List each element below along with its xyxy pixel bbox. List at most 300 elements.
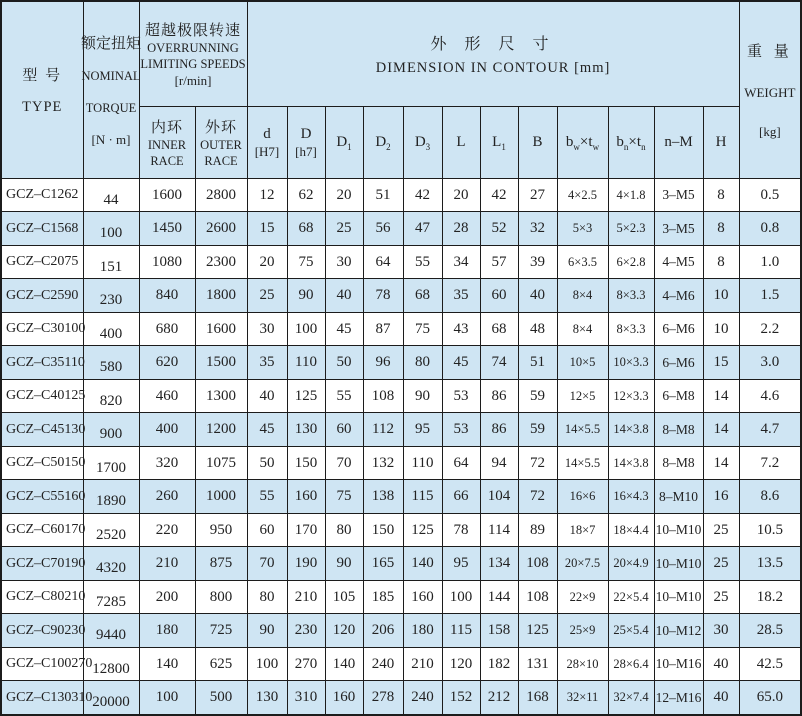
- col-header-D2: $D_2$: [363, 107, 403, 179]
- cell-bn-tn: 25×5.4: [608, 614, 654, 647]
- cell-H: 40: [703, 681, 739, 715]
- cell-D1: 120: [325, 614, 363, 647]
- cell-L: 28: [442, 212, 480, 245]
- cell-D: 190: [287, 547, 325, 580]
- dimension-label-en: DIMENSION IN CONTOUR [mm]: [375, 60, 611, 77]
- cell-type: GCZ–C80210: [1, 580, 83, 613]
- cell-D1: 70: [325, 446, 363, 479]
- cell-torque: 820: [83, 379, 139, 412]
- cell-inner-race: 260: [139, 480, 195, 513]
- cell-B: 59: [518, 379, 557, 412]
- cell-torque: 9440: [83, 614, 139, 647]
- cell-B: 32: [518, 212, 557, 245]
- cell-n-M: 4–M6: [654, 279, 703, 312]
- cell-inner-race: 400: [139, 413, 195, 446]
- cell-bn-tn: 16×4.3: [608, 480, 654, 513]
- cell-D2: 185: [363, 580, 403, 613]
- cell-D1: 25: [325, 212, 363, 245]
- cell-L1: 104: [480, 480, 518, 513]
- cell-D2: 51: [363, 179, 403, 212]
- torque-unit: [N · m]: [91, 131, 131, 147]
- cell-torque: 900: [83, 413, 139, 446]
- cell-torque: 7285: [83, 580, 139, 613]
- cell-n-M: 10–M12: [654, 614, 703, 647]
- cell-outer-race: 725: [195, 614, 247, 647]
- table-row: [1, 279, 801, 312]
- col-header-speeds: [139, 1, 247, 107]
- cell-bw-tw: 12×5: [557, 379, 608, 412]
- cell-L: 78: [442, 513, 480, 546]
- cell-n-M: 10–M16: [654, 647, 703, 680]
- cell-outer-race: 875: [195, 547, 247, 580]
- cell-B: 108: [518, 580, 557, 613]
- cell-torque: 1890: [83, 480, 139, 513]
- cell-L1: 42: [480, 179, 518, 212]
- table-row: [1, 480, 801, 513]
- outer-race-en2: RACE: [204, 154, 238, 169]
- cell-L: 45: [442, 346, 480, 379]
- cell-B: 27: [518, 179, 557, 212]
- outer-race-zh: 外环: [204, 120, 237, 137]
- cell-L1: 74: [480, 346, 518, 379]
- cell-d: 90: [247, 614, 287, 647]
- cell-weight: 3.0: [739, 346, 801, 379]
- col-header-n-M: n–M: [654, 107, 703, 179]
- cell-n-M: 6–M6: [654, 312, 703, 345]
- cell-outer-race: 1600: [195, 312, 247, 345]
- cell-weight: 13.5: [739, 547, 801, 580]
- cell-D3: 125: [403, 513, 442, 546]
- table-row: [1, 547, 801, 580]
- cell-n-M: 10–M10: [654, 547, 703, 580]
- cell-L: 34: [442, 245, 480, 278]
- cell-inner-race: 460: [139, 379, 195, 412]
- cell-bw-tw: 32×11: [557, 681, 608, 715]
- cell-H: 40: [703, 647, 739, 680]
- cell-torque: 20000: [83, 681, 139, 715]
- cell-bn-tn: 12×3.3: [608, 379, 654, 412]
- cell-weight: 65.0: [739, 681, 801, 715]
- cell-D2: 240: [363, 647, 403, 680]
- cell-type: GCZ–C70190: [1, 547, 83, 580]
- cell-H: 15: [703, 346, 739, 379]
- cell-B: 125: [518, 614, 557, 647]
- cell-L1: 134: [480, 547, 518, 580]
- cell-H: 10: [703, 312, 739, 345]
- cell-n-M: 6–M6: [654, 346, 703, 379]
- cell-D2: 64: [363, 245, 403, 278]
- cell-inner-race: 1080: [139, 245, 195, 278]
- cell-D2: 108: [363, 379, 403, 412]
- cell-B: 51: [518, 346, 557, 379]
- cell-H: 25: [703, 513, 739, 546]
- cell-bw-tw: 10×5: [557, 346, 608, 379]
- cell-B: 39: [518, 245, 557, 278]
- cell-weight: 10.5: [739, 513, 801, 546]
- cell-weight: 4.6: [739, 379, 801, 412]
- cell-L: 53: [442, 379, 480, 412]
- cell-type: GCZ–C130310: [1, 681, 83, 715]
- cell-bw-tw: 8×4: [557, 279, 608, 312]
- cell-inner-race: 140: [139, 647, 195, 680]
- cell-L1: 60: [480, 279, 518, 312]
- col-header-H: H: [703, 107, 739, 179]
- cell-H: 8: [703, 245, 739, 278]
- col-header-L: L: [442, 107, 480, 179]
- cell-B: 72: [518, 480, 557, 513]
- cell-weight: 0.8: [739, 212, 801, 245]
- cell-D3: 240: [403, 681, 442, 715]
- cell-H: 25: [703, 547, 739, 580]
- cell-n-M: 12–M16: [654, 681, 703, 715]
- cell-D2: 132: [363, 446, 403, 479]
- cell-L1: 158: [480, 614, 518, 647]
- cell-n-M: 8–M10: [654, 480, 703, 513]
- cell-type: GCZ–C40125: [1, 379, 83, 412]
- outer-race-en1: OUTER: [200, 138, 242, 153]
- cell-D3: 68: [403, 279, 442, 312]
- cell-B: 72: [518, 446, 557, 479]
- dimension-label-zh: 外 形 尺 寸: [430, 36, 556, 54]
- table-row: [1, 446, 801, 479]
- cell-type: GCZ–C2590: [1, 279, 83, 312]
- cell-D1: 45: [325, 312, 363, 345]
- cell-type: GCZ–C2075: [1, 245, 83, 278]
- cell-type: GCZ–C60170: [1, 513, 83, 546]
- cell-D1: 20: [325, 179, 363, 212]
- col-header-bn-tn: $b_n\times t_n$: [608, 107, 654, 179]
- cell-H: 10: [703, 279, 739, 312]
- cell-d: 12: [247, 179, 287, 212]
- cell-outer-race: 1075: [195, 446, 247, 479]
- cell-d: 55: [247, 480, 287, 513]
- cell-L1: 86: [480, 379, 518, 412]
- cell-inner-race: 210: [139, 547, 195, 580]
- cell-L: 66: [442, 480, 480, 513]
- cell-L1: 57: [480, 245, 518, 278]
- cell-torque: 400: [83, 312, 139, 345]
- cell-H: 14: [703, 379, 739, 412]
- cell-D3: 210: [403, 647, 442, 680]
- cell-torque: 2520: [83, 513, 139, 546]
- cell-D2: 87: [363, 312, 403, 345]
- cell-L: 115: [442, 614, 480, 647]
- cell-B: 108: [518, 547, 557, 580]
- cell-n-M: 8–M8: [654, 413, 703, 446]
- cell-torque: 44: [83, 179, 139, 212]
- cell-bn-tn: 8×3.3: [608, 279, 654, 312]
- cell-torque: 151: [83, 245, 139, 278]
- cell-D1: 50: [325, 346, 363, 379]
- table-row: [1, 379, 801, 412]
- cell-bw-tw: 16×6: [557, 480, 608, 513]
- cell-torque: 12800: [83, 647, 139, 680]
- cell-B: 131: [518, 647, 557, 680]
- cell-bn-tn: 6×2.8: [608, 245, 654, 278]
- col-header-dimension: [247, 1, 739, 107]
- cell-type: GCZ–C55160: [1, 480, 83, 513]
- cell-bw-tw: 22×9: [557, 580, 608, 613]
- table-row: [1, 245, 801, 278]
- col-header-D1: $D_1$: [325, 107, 363, 179]
- cell-outer-race: 2600: [195, 212, 247, 245]
- cell-inner-race: 100: [139, 681, 195, 715]
- cell-H: 8: [703, 179, 739, 212]
- cell-D1: 80: [325, 513, 363, 546]
- cell-bw-tw: 20×7.5: [557, 547, 608, 580]
- cell-n-M: 10–M10: [654, 513, 703, 546]
- table-row: [1, 179, 801, 212]
- cell-weight: 8.6: [739, 480, 801, 513]
- cell-bn-tn: 4×1.8: [608, 179, 654, 212]
- cell-D3: 55: [403, 245, 442, 278]
- torque-label-en2: TORQUE: [85, 100, 137, 115]
- cell-d: 35: [247, 346, 287, 379]
- cell-L1: 52: [480, 212, 518, 245]
- cell-outer-race: 1000: [195, 480, 247, 513]
- weight-label-en: WEIGHT: [744, 84, 796, 100]
- cell-H: 16: [703, 480, 739, 513]
- cell-bw-tw: 5×3: [557, 212, 608, 245]
- cell-H: 30: [703, 614, 739, 647]
- cell-torque: 1700: [83, 446, 139, 479]
- cell-outer-race: 2300: [195, 245, 247, 278]
- cell-D2: 112: [363, 413, 403, 446]
- cell-L: 20: [442, 179, 480, 212]
- cell-outer-race: 1200: [195, 413, 247, 446]
- cell-H: 8: [703, 212, 739, 245]
- cell-d: 15: [247, 212, 287, 245]
- weight-label-zh: 重 量: [746, 43, 793, 60]
- cell-type: GCZ–C90230: [1, 614, 83, 647]
- cell-D2: 138: [363, 480, 403, 513]
- cell-D: 310: [287, 681, 325, 715]
- torque-label-en1: NOMINAL: [81, 69, 141, 84]
- table-row: [1, 681, 801, 715]
- cell-bn-tn: 20×4.9: [608, 547, 654, 580]
- cell-B: 48: [518, 312, 557, 345]
- cell-d: 20: [247, 245, 287, 278]
- cell-D2: 150: [363, 513, 403, 546]
- cell-L: 53: [442, 413, 480, 446]
- cell-d: 70: [247, 547, 287, 580]
- cell-d: 130: [247, 681, 287, 715]
- cell-D: 90: [287, 279, 325, 312]
- cell-bw-tw: 8×4: [557, 312, 608, 345]
- cell-D1: 140: [325, 647, 363, 680]
- torque-label-zh: 额定扭矩: [81, 36, 142, 53]
- cell-type: GCZ–C50150: [1, 446, 83, 479]
- cell-D3: 140: [403, 547, 442, 580]
- cell-weight: 28.5: [739, 614, 801, 647]
- cell-D: 68: [287, 212, 325, 245]
- cell-bw-tw: 18×7: [557, 513, 608, 546]
- cell-bn-tn: 18×4.4: [608, 513, 654, 546]
- cell-L: 64: [442, 446, 480, 479]
- speeds-label-en1: OVERRUNNING: [147, 41, 239, 56]
- cell-D: 230: [287, 614, 325, 647]
- cell-inner-race: 680: [139, 312, 195, 345]
- cell-B: 40: [518, 279, 557, 312]
- cell-L: 100: [442, 580, 480, 613]
- cell-outer-race: 2800: [195, 179, 247, 212]
- col-header-d: d [H7]: [247, 107, 287, 179]
- cell-L: 43: [442, 312, 480, 345]
- cell-type: GCZ–C1262: [1, 179, 83, 212]
- cell-inner-race: 1450: [139, 212, 195, 245]
- cell-bn-tn: 5×2.3: [608, 212, 654, 245]
- cell-outer-race: 625: [195, 647, 247, 680]
- cell-d: 80: [247, 580, 287, 613]
- cell-L: 152: [442, 681, 480, 715]
- cell-inner-race: 1600: [139, 179, 195, 212]
- cell-bw-tw: 6×3.5: [557, 245, 608, 278]
- cell-d: 100: [247, 647, 287, 680]
- col-header-L1: $L_1$: [480, 107, 518, 179]
- cell-D: 75: [287, 245, 325, 278]
- cell-type: GCZ–C35110: [1, 346, 83, 379]
- cell-torque: 4320: [83, 547, 139, 580]
- weight-unit: [kg]: [758, 124, 781, 140]
- cell-L: 120: [442, 647, 480, 680]
- cell-inner-race: 200: [139, 580, 195, 613]
- cell-D2: 96: [363, 346, 403, 379]
- cell-L: 95: [442, 547, 480, 580]
- table-row: [1, 647, 801, 680]
- col-header-type: [1, 1, 83, 179]
- cell-L1: 68: [480, 312, 518, 345]
- cell-B: 59: [518, 413, 557, 446]
- cell-d: 60: [247, 513, 287, 546]
- inner-race-en2: RACE: [150, 154, 184, 169]
- cell-L1: 182: [480, 647, 518, 680]
- type-label-zh: 型 号: [22, 68, 63, 84]
- cell-bn-tn: 8×3.3: [608, 312, 654, 345]
- cell-D1: 60: [325, 413, 363, 446]
- cell-D2: 278: [363, 681, 403, 715]
- cell-inner-race: 180: [139, 614, 195, 647]
- cell-inner-race: 220: [139, 513, 195, 546]
- cell-D: 210: [287, 580, 325, 613]
- cell-D3: 180: [403, 614, 442, 647]
- cell-bw-tw: 25×9: [557, 614, 608, 647]
- cell-d: 45: [247, 413, 287, 446]
- cell-D3: 160: [403, 580, 442, 613]
- cell-bn-tn: 14×3.8: [608, 446, 654, 479]
- cell-inner-race: 320: [139, 446, 195, 479]
- cell-H: 14: [703, 446, 739, 479]
- cell-D1: 30: [325, 245, 363, 278]
- cell-d: 50: [247, 446, 287, 479]
- cell-D: 160: [287, 480, 325, 513]
- cell-weight: 2.2: [739, 312, 801, 345]
- cell-bn-tn: 28×6.4: [608, 647, 654, 680]
- cell-torque: 100: [83, 212, 139, 245]
- cell-type: GCZ–C1568: [1, 212, 83, 245]
- col-header-outer-race: [195, 107, 247, 179]
- cell-outer-race: 1500: [195, 346, 247, 379]
- table-row: [1, 312, 801, 345]
- cell-D3: 42: [403, 179, 442, 212]
- cell-D2: 165: [363, 547, 403, 580]
- cell-H: 14: [703, 413, 739, 446]
- col-header-inner-race: [139, 107, 195, 179]
- cell-L1: 86: [480, 413, 518, 446]
- cell-weight: 1.5: [739, 279, 801, 312]
- cell-D2: 78: [363, 279, 403, 312]
- table-row: [1, 413, 801, 446]
- cell-D: 125: [287, 379, 325, 412]
- cell-D1: 40: [325, 279, 363, 312]
- cell-d: 40: [247, 379, 287, 412]
- table-row: [1, 513, 801, 546]
- cell-outer-race: 500: [195, 681, 247, 715]
- cell-L: 35: [442, 279, 480, 312]
- cell-torque: 580: [83, 346, 139, 379]
- cell-D1: 105: [325, 580, 363, 613]
- cell-D3: 75: [403, 312, 442, 345]
- cell-H: 25: [703, 580, 739, 613]
- cell-inner-race: 620: [139, 346, 195, 379]
- cell-n-M: 10–M10: [654, 580, 703, 613]
- cell-outer-race: 950: [195, 513, 247, 546]
- cell-D: 62: [287, 179, 325, 212]
- col-header-B: B: [518, 107, 557, 179]
- cell-bn-tn: 14×3.8: [608, 413, 654, 446]
- cell-D: 150: [287, 446, 325, 479]
- cell-weight: 7.2: [739, 446, 801, 479]
- col-header-torque: [81, 1, 142, 179]
- cell-bw-tw: 14×5.5: [557, 413, 608, 446]
- cell-D1: 75: [325, 480, 363, 513]
- table-row: [1, 614, 801, 647]
- cell-D3: 110: [403, 446, 442, 479]
- cell-D2: 206: [363, 614, 403, 647]
- cell-B: 89: [518, 513, 557, 546]
- cell-d: 25: [247, 279, 287, 312]
- cell-D3: 95: [403, 413, 442, 446]
- cell-weight: 0.5: [739, 179, 801, 212]
- cell-D: 170: [287, 513, 325, 546]
- table-body: [1, 179, 801, 716]
- cell-outer-race: 1800: [195, 279, 247, 312]
- cell-bn-tn: 32×7.4: [608, 681, 654, 715]
- inner-race-zh: 内环: [150, 120, 183, 137]
- table-row: [1, 580, 801, 613]
- cell-weight: 4.7: [739, 413, 801, 446]
- cell-type: GCZ–C30100: [1, 312, 83, 345]
- cell-D: 100: [287, 312, 325, 345]
- speeds-label-en2: LIMITING SPEEDS: [140, 57, 246, 72]
- cell-bw-tw: 28×10: [557, 647, 608, 680]
- cell-n-M: 6–M8: [654, 379, 703, 412]
- cell-outer-race: 800: [195, 580, 247, 613]
- cell-n-M: 8–M8: [654, 446, 703, 479]
- cell-L1: 94: [480, 446, 518, 479]
- cell-D: 110: [287, 346, 325, 379]
- cell-L1: 144: [480, 580, 518, 613]
- cell-D1: 90: [325, 547, 363, 580]
- cell-d: 30: [247, 312, 287, 345]
- cell-D: 270: [287, 647, 325, 680]
- cell-bn-tn: 10×3.3: [608, 346, 654, 379]
- cell-L1: 212: [480, 681, 518, 715]
- cell-n-M: 3–M5: [654, 212, 703, 245]
- cell-D2: 56: [363, 212, 403, 245]
- cell-bn-tn: 22×5.4: [608, 580, 654, 613]
- cell-inner-race: 840: [139, 279, 195, 312]
- cell-outer-race: 1300: [195, 379, 247, 412]
